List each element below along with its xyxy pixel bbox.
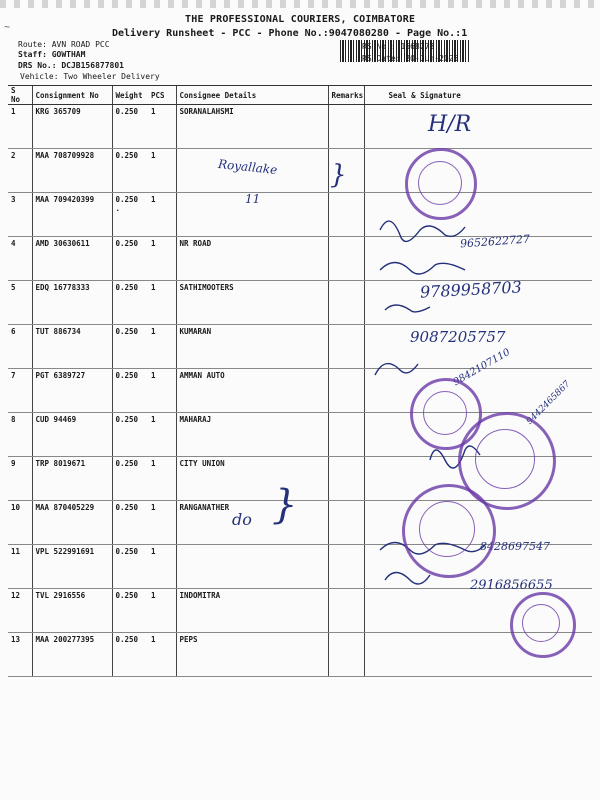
top-edge-marks [0,0,600,8]
table-row [8,369,592,413]
row-weight: 0.250 [112,413,148,457]
runsheet-subtitle: Delivery Runsheet - PCC - Phone No.:9047080280 - Page No.:1 [112,28,468,39]
ditto-brace: } [330,160,347,190]
handwritten-phone-row7: 9842107110 [451,346,513,389]
row-remarks [328,457,364,501]
row-consignment-no: MAA 200277395 [32,633,112,677]
table-row [8,589,592,633]
row-remarks [328,501,364,545]
row-weight: 0.250 [112,105,148,149]
handwritten-hr: H/R [428,112,472,137]
row-sno: 11 [8,545,32,589]
ditto-brace-row11: } [272,482,298,528]
table-row [8,105,592,149]
col-weight: Weight [112,86,148,105]
table-header-row [8,86,592,105]
col-sno: S No [8,86,32,105]
row-sno: 7 [8,369,32,413]
row-remarks [328,325,364,369]
row-consignment-no: CUD 94469 [32,413,112,457]
row-consignee: CITY UNION [176,457,328,501]
table-row [8,193,592,237]
row-pcs: 1 [148,193,176,237]
row-remarks [328,237,364,281]
row-weight: 0.250 . [112,193,148,237]
stamp-row11 [402,484,496,578]
row-pcs: 1 [148,149,176,193]
handwritten-phone-row4: 9652622727 [459,232,531,251]
col-consignee: Consignee Details [176,86,328,105]
company-title: THE PROFESSIONAL COURIERS, COIMBATORE [185,14,416,25]
row-consignee: AMMAN AUTO [176,369,328,413]
handwritten-phone-row8: 9442465867 [524,379,573,427]
row-consignee: KUMARAN [176,325,328,369]
row-remarks [328,633,364,677]
row-weight: 0.250 [112,633,148,677]
table-row [8,633,592,677]
handwritten-phone-row13: 2916856655 [470,578,553,593]
row-seal [364,149,592,193]
row-remarks [328,545,364,589]
route-label: Route: AVN ROAD PCC [18,40,110,49]
row-sno: 3 [8,193,32,237]
stamp-row13 [510,592,576,658]
row-weight: 0.250 [112,457,148,501]
row-pcs: 1 [148,545,176,589]
row-consignment-no: TRP 8019671 [32,457,112,501]
row-pcs: 1 [148,501,176,545]
row-seal [364,193,592,237]
row-sno: 6 [8,325,32,369]
row-pcs: 1 [148,105,176,149]
row-consignee: SATHIMOOTERS [176,281,328,325]
row-consignment-no: MAA 708709928 [32,149,112,193]
row-consignee: MAHARAJ [176,413,328,457]
col-pcs: PCS [148,86,176,105]
row-seal [364,105,592,149]
row-weight: 0.250 [112,369,148,413]
col-seal: Seal & Signature [364,86,592,105]
row-remarks [328,281,364,325]
row-weight: 0.250 [112,281,148,325]
row-pcs: 1 [148,589,176,633]
row-consignee: INDOMITRA [176,589,328,633]
row-sno: 2 [8,149,32,193]
row-consignment-no: TVL 2916556 [32,589,112,633]
row-consignment-no: KRG 365709 [32,105,112,149]
vehicle-label: Vehicle: Two Wheeler Delivery [20,72,160,81]
row-consignee: NR ROAD [176,237,328,281]
stamp-row2 [405,148,477,220]
row-weight: 0.250 [112,325,148,369]
handwritten-consignee-row3: 11 [245,192,261,206]
row-remarks [328,369,364,413]
row-weight: 0.250 [112,589,148,633]
row-consignee [176,545,328,589]
row-weight: 0.250 [112,149,148,193]
col-consignment: Consignment No [32,86,112,105]
row-weight: 0.250 [112,545,148,589]
row-consignment-no: PGT 6389727 [32,369,112,413]
row-sno: 13 [8,633,32,677]
row-pcs: 1 [148,413,176,457]
row-consignee: PEPS [176,633,328,677]
row-pcs: 1 [148,281,176,325]
row-consignment-no: VPL 522991691 [32,545,112,589]
row-pcs: 1 [148,633,176,677]
handwritten-consignee-row11: do [232,510,252,529]
row-sno: 5 [8,281,32,325]
col-remarks: Remarks [328,86,364,105]
row-weight: 0.250 [112,501,148,545]
table-row [8,149,592,193]
row-remarks [328,589,364,633]
handwritten-phone-row6: 9087205757 [410,328,506,346]
row-consignee: SORANALAHSMI [176,105,328,149]
row-weight: 0.250 [112,237,148,281]
handwritten-phone-row5: 9789958703 [419,277,523,302]
rs-no-label: RS No.: 1568778 [362,42,435,51]
row-sno: 4 [8,237,32,281]
row-sno: 8 [8,413,32,457]
row-sno: 9 [8,457,32,501]
row-consignment-no: AMD 30630611 [32,237,112,281]
corner-mark: ~ [4,22,11,33]
row-consignment-no: MAA 709420399 [32,193,112,237]
row-sno: 12 [8,589,32,633]
row-sno: 10 [8,501,32,545]
row-consignment-no: TUT 886734 [32,325,112,369]
rs-date-label: RS Date: 20-Jun-2025 [362,54,459,63]
row-consignment-no: EDQ 16778333 [32,281,112,325]
row-pcs: 1 [148,325,176,369]
row-sno: 1 [8,105,32,149]
row-pcs: 1 [148,237,176,281]
row-remarks [328,413,364,457]
row-consignee: RANGANATHER [176,501,328,545]
row-remarks [328,105,364,149]
row-pcs: 1 [148,457,176,501]
handwritten-phone-row12: 8428697547 [480,540,550,553]
row-remarks [328,193,364,237]
row-consignment-no: MAA 870405229 [32,501,112,545]
row-pcs: 1 [148,369,176,413]
staff-label: Staff: GOWTHAM [18,50,86,59]
handwritten-consignee-row2: Royallake [217,156,278,178]
drs-label: DRS No.: DCJB156877801 [18,61,124,70]
